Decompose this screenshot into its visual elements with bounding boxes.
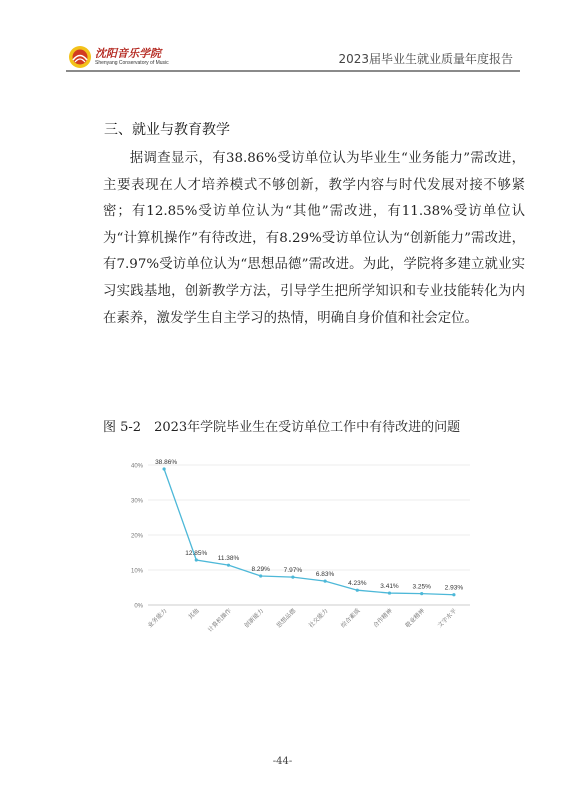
- school-emblem-icon: [68, 45, 92, 69]
- data-label: 2.93%: [444, 584, 464, 592]
- x-tick-label: 计算机操作: [206, 607, 233, 634]
- data-point: [388, 591, 391, 594]
- y-tick-label: 20%: [130, 533, 143, 540]
- y-axis-ticks: [131, 464, 144, 610]
- data-label: 11.38%: [217, 555, 240, 563]
- x-tick-label: 敬业精神: [404, 607, 427, 630]
- data-label: 7.97%: [283, 567, 303, 575]
- body-text: [103, 146, 525, 332]
- data-point: [420, 592, 423, 595]
- data-label: 12.85%: [185, 550, 208, 558]
- x-tick-label: 其他: [187, 607, 201, 621]
- data-point: [452, 593, 455, 596]
- x-tick-label: 综合素质: [339, 607, 362, 630]
- x-axis-ticks: [146, 606, 458, 634]
- x-tick-label: 社交能力: [307, 607, 330, 630]
- data-point: [163, 467, 166, 470]
- y-tick-label: 10%: [130, 568, 143, 575]
- data-point: [227, 564, 230, 567]
- report-title: 2023届毕业生就业质量年度报告: [338, 52, 513, 66]
- data-label: 38.86%: [155, 458, 178, 466]
- logo-english-name: Shenyang Conservatory of Music: [95, 60, 169, 66]
- page-number: -44-: [272, 756, 293, 767]
- x-tick-label: 创新能力: [243, 607, 266, 630]
- data-label: 4.23%: [348, 580, 367, 588]
- y-tick-label: 30%: [130, 498, 143, 505]
- data-point: [259, 574, 262, 577]
- section-title: 三、就业与教育教学: [104, 122, 230, 138]
- data-point: [195, 558, 198, 561]
- line-chart: [100, 450, 480, 650]
- x-tick-label: 合作精神: [371, 607, 394, 630]
- data-label: 8.29%: [251, 565, 270, 573]
- logo-chinese-name: 沈阳音乐学院: [95, 47, 161, 60]
- x-tick-label: 文字水平: [436, 607, 459, 630]
- data-point: [291, 576, 294, 579]
- y-tick-label: 0%: [134, 603, 143, 610]
- page-header: [0, 0, 565, 75]
- data-point: [324, 579, 327, 582]
- data-label: 3.25%: [412, 583, 431, 591]
- y-tick-label: 40%: [130, 463, 143, 470]
- body-paragraph: 据调查显示，有38.86%受访单位认为毕业生“业务能力”需改进，主要表现在人才培养模式不够创新，教学内容与时代发展对接不够紧密；有12.85%受访单位认为“其他”需改进，有11.38%受访单位认为“计算机操作”有待改进，有8.29%受访单位认为“创新能力”需改进，有7.97%受访单位认为“思想品德”需改进。为此，学院将多建立就业实习实践基地，创新教学方法，引导学生把所学知识和专业技能转化为内在素养，激发学生自主学习的热情，明确自身价值和社会定位。: [103, 151, 525, 326]
- figure-caption: 图 5-2 2023年学院毕业生在受访单位工作中有待改进的问题: [103, 420, 461, 435]
- data-label: 3.41%: [380, 583, 399, 591]
- data-point: [356, 589, 359, 592]
- data-labels: [155, 459, 463, 592]
- header-divider: [66, 70, 520, 72]
- data-points: [163, 467, 456, 596]
- school-logo: [68, 45, 188, 71]
- x-tick-label: 思想品德: [275, 607, 298, 630]
- x-tick-label: 业务能力: [146, 607, 169, 630]
- data-label: 6.83%: [315, 571, 335, 579]
- series-line: [164, 469, 454, 595]
